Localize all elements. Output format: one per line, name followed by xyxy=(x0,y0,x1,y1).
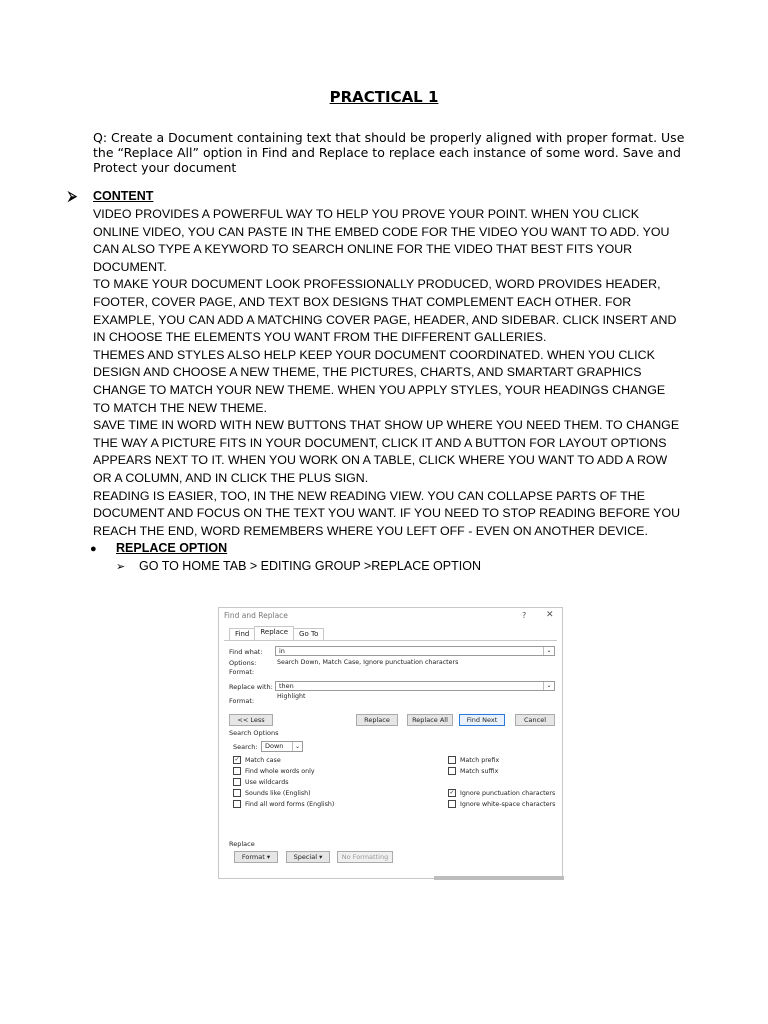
question-text: Q: Create a Document containing text that should be properly aligned with proper format. Use the “Replace All” option in Find and Replace to replace each instance of some word. Save and Protect your document xyxy=(93,130,685,175)
find-next-button[interactable]: Find Next xyxy=(459,714,505,726)
option-label: Use wildcards xyxy=(245,779,289,786)
bullet-icon: ● xyxy=(90,543,97,555)
replace-section-label: Replace xyxy=(229,840,255,848)
find-what-value: in xyxy=(279,647,285,655)
tab-goto[interactable]: Go To xyxy=(293,628,324,641)
checkbox-icon[interactable] xyxy=(233,800,241,808)
cancel-button[interactable]: Cancel xyxy=(515,714,555,726)
no-formatting-button[interactable]: No Formatting xyxy=(337,851,393,863)
chevron-down-icon[interactable]: ⌄ xyxy=(543,647,554,655)
option-label: Find all word forms (English) xyxy=(245,801,335,808)
option-label: Find whole words only xyxy=(245,768,315,775)
options-label: Options: xyxy=(229,659,257,667)
chevron-down-icon[interactable]: ⌄ xyxy=(543,682,554,690)
search-direction-select[interactable] xyxy=(261,741,303,752)
replace-format-value: Highlight xyxy=(277,693,306,700)
option-use-wildcards[interactable] xyxy=(233,778,289,787)
arrow-bullet-icon: ⮚ xyxy=(68,189,77,203)
option-sounds-like[interactable] xyxy=(233,789,311,798)
option-ignore-whitespace[interactable] xyxy=(448,800,555,809)
replace-format-label: Format: xyxy=(229,697,255,705)
tab-find[interactable]: Find xyxy=(229,628,255,641)
page-title: PRACTICAL 1 xyxy=(329,88,439,106)
checkbox-checked-icon[interactable]: ✓ xyxy=(449,789,455,796)
checkbox-checked-icon[interactable]: ✓ xyxy=(234,756,240,763)
checkbox-icon[interactable] xyxy=(448,756,456,764)
option-match-prefix[interactable] xyxy=(448,756,499,765)
search-direction-label: Search: xyxy=(233,743,258,751)
less-button[interactable]: << Less xyxy=(229,714,273,726)
replace-all-button[interactable]: Replace All xyxy=(407,714,453,726)
paragraph: VIDEO PROVIDES A POWERFUL WAY TO HELP YOU PROVE YOUR POINT. WHEN YOU CLICK ONLINE VIDEO, YOU CAN PASTE IN THE EMBED CODE FOR THE VIDEO YOU WANT TO ADD. YOU CAN ALSO TYPE A KEYWORD TO SEARCH ONLINE FOR THE VIDEO THAT BEST FITS YOUR DOCUMENT. xyxy=(93,207,670,274)
search-options-label: Search Options xyxy=(229,729,279,737)
replace-step: GO TO HOME TAB > EDITING GROUP >REPLACE OPTION xyxy=(139,559,481,573)
find-format-label: Format: xyxy=(229,668,255,676)
checkbox-icon[interactable] xyxy=(233,789,241,797)
chevron-down-icon[interactable]: ⌄ xyxy=(292,742,302,751)
find-replace-dialog-image xyxy=(218,607,563,879)
dialog-edge xyxy=(434,876,564,880)
checkbox-icon[interactable] xyxy=(448,767,456,775)
checkbox-icon[interactable] xyxy=(233,767,241,775)
replace-heading: REPLACE OPTION xyxy=(116,541,228,555)
option-label: Match case xyxy=(245,757,281,764)
find-what-label: Find what: xyxy=(229,648,263,656)
dialog-title: Find and Replace xyxy=(224,611,288,620)
options-value: Search Down, Match Case, Ignore punctuation characters xyxy=(277,659,459,666)
content-heading-row xyxy=(68,189,153,204)
checkbox-icon[interactable] xyxy=(448,800,456,808)
replace-with-label: Replace with: xyxy=(229,683,273,691)
content-heading: CONTENT xyxy=(93,189,154,203)
paragraph: TO MAKE YOUR DOCUMENT LOOK PROFESSIONALLY PRODUCED, WORD PROVIDES HEADER, FOOTER, COVER PAGE, AND TEXT BOX DESIGNS THAT COMPLEMENT EACH OTHER. FOR EXAMPLE, YOU CAN ADD A MATCHING COVER PAGE, HEADER, AND SIDEBAR. CLICK INSERT AND IN CHOOSE THE ELEMENTS YOU WANT FROM THE DIFFERENT GALLERIES. xyxy=(93,277,677,345)
replace-with-value: then xyxy=(279,682,294,690)
replace-heading-row xyxy=(90,541,227,555)
option-label: Ignore punctuation characters xyxy=(460,790,556,797)
option-match-case[interactable] xyxy=(233,756,281,765)
paragraph: THEMES AND STYLES ALSO HELP KEEP YOUR DOCUMENT COORDINATED. WHEN YOU CLICK DESIGN AND CHOOSE A NEW THEME, THE PICTURES, CHARTS, AND SMARTART GRAPHICS CHANGE TO MATCH YOUR NEW THEME. WHEN YOU APPLY STYLES, YOUR HEADINGS CHANGE TO MATCH THE NEW THEME. xyxy=(93,347,666,415)
arrow-bullet-icon: ➢ xyxy=(116,561,126,573)
option-find-all-word-forms[interactable] xyxy=(233,800,334,809)
option-find-whole-words[interactable] xyxy=(233,767,315,776)
search-direction-value: Down xyxy=(265,742,284,750)
close-icon[interactable]: ✕ xyxy=(546,610,554,620)
option-label: Ignore white-space characters xyxy=(460,801,556,808)
option-ignore-punctuation[interactable] xyxy=(448,789,555,798)
option-label: Sounds like (English) xyxy=(245,790,311,797)
replace-with-input[interactable] xyxy=(275,681,555,691)
option-label: Match suffix xyxy=(460,768,499,775)
option-label: Match prefix xyxy=(460,757,500,764)
paragraph: SAVE TIME IN WORD WITH NEW BUTTONS THAT SHOW UP WHERE YOU NEED THEM. TO CHANGE THE WAY A PICTURE FITS IN YOUR DOCUMENT, CLICK IT AND A BUTTON FOR LAYOUT OPTIONS APPEARS NEXT TO IT. WHEN YOU WORK ON A TABLE, CLICK WHERE YOU WANT TO ADD A ROW OR A COLUMN, AND IN CLICK THE PLUS SIGN. xyxy=(93,418,680,485)
dialog-tabs xyxy=(229,628,323,640)
replace-step-row xyxy=(116,559,481,573)
tab-panel-divider xyxy=(224,640,557,641)
option-match-suffix[interactable] xyxy=(448,767,498,776)
tab-replace[interactable]: Replace xyxy=(254,626,294,641)
replace-button[interactable]: Replace xyxy=(356,714,398,726)
paragraph: READING IS EASIER, TOO, IN THE NEW READING VIEW. YOU CAN COLLAPSE PARTS OF THE DOCUMENT AND FOCUS ON THE TEXT YOU WANT. IF YOU NEED TO STOP READING BEFORE YOU REACH THE END, WORD REMEMBERS WHERE YOU LEFT OFF - EVEN ON ANOTHER DEVICE. xyxy=(93,488,681,538)
find-what-input[interactable] xyxy=(275,646,555,656)
checkbox-icon[interactable] xyxy=(233,778,241,786)
help-icon[interactable]: ? xyxy=(522,611,527,620)
format-button[interactable]: Format ▾ xyxy=(234,851,278,863)
body-text xyxy=(93,206,683,540)
special-button[interactable]: Special ▾ xyxy=(286,851,330,863)
